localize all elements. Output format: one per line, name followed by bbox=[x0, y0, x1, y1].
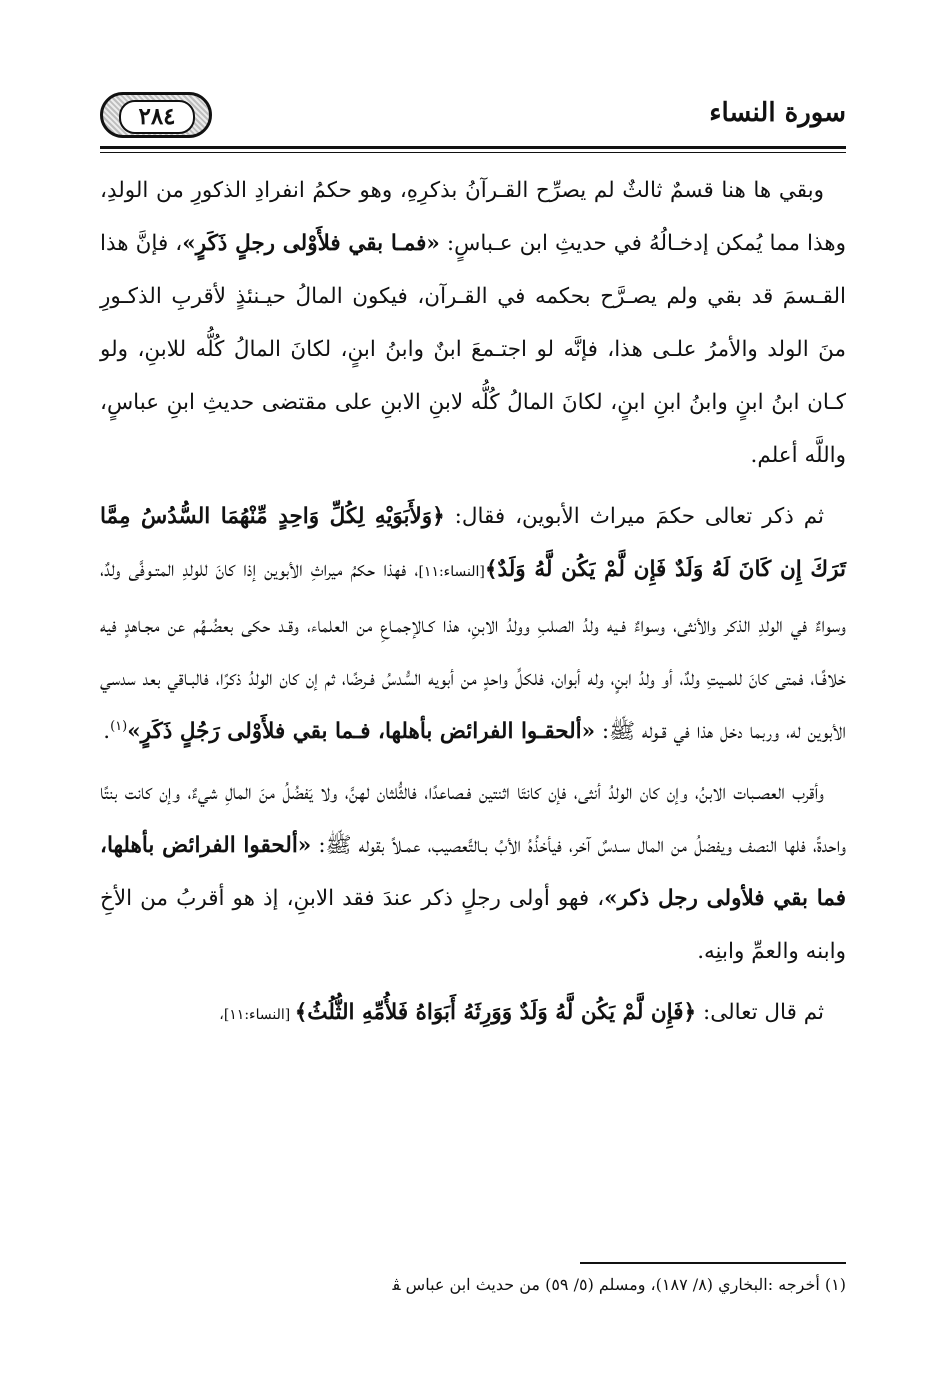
body-text bbox=[100, 164, 846, 1042]
header-rule bbox=[100, 146, 846, 149]
quote-run: «ألحقوا الفرائض بأهلها، فما بقي فلأولى رجل ذكر» bbox=[100, 833, 846, 911]
paragraph bbox=[100, 766, 846, 978]
quote-run: «ألحقـوا الفرائض بأهلها، فـما بقي فلأَوْلى رَجُلٍ ذَكَرٍ» bbox=[127, 719, 596, 744]
footnote-rule bbox=[580, 1262, 846, 1264]
page-number-badge bbox=[100, 92, 212, 138]
page-number: ٢٨٤ bbox=[119, 100, 195, 134]
footnote-marker: (١) bbox=[110, 718, 128, 734]
quote-run: ﴿فَإِن لَّمْ يَكُن لَّهُ وَلَدٌ وَوَرِثَهُ أَبَوَاهُ فَلأُمِّهِ الثُّلُثُ﴾ bbox=[294, 1000, 697, 1025]
verse-reference: [النساء:١١]، bbox=[219, 1007, 295, 1023]
text-run: وأقرب العصـبات الابنُ، وإن كان الولدُ أنثى، فإن كانتَا اثنتين فـصاعدًا، فالثُّلثان لهنَّ، ولا يَفضُلُ منَ المالِ شيءٌ، وإن كانت بنتًا واحدةً، فلها النصف ويفضلُ من المال سـدسٌ آخر، فيأخذُهُ الأبُ بـالتَّعصيب، عمـلاً بقوله ﷺ: bbox=[100, 780, 847, 858]
surah-title: سورة النساء bbox=[709, 98, 846, 128]
text-run: وبقي ها هنا قسمٌ ثالثٌ لم يصرِّح القـرآنُ بذكرِهِ، وهو حكمُ انفرادِ الذكورِ من الولدِ، وهذا مما يُمكن إدخـالُهُ في حديثِ ابن عـباسٍ: bbox=[100, 178, 847, 256]
paragraph bbox=[100, 986, 846, 1042]
text-run: ثم ذكر تعالى حكمَ ميراث الأبوين، فقال: bbox=[444, 504, 824, 529]
footnote: (١) أخرجه :البخاري (٨/ ١٨٧)، ومسلم (٥/ ٥٩) من حديث ابن عباس ﭭ bbox=[392, 1275, 846, 1294]
page-header bbox=[100, 92, 846, 144]
paragraph bbox=[100, 164, 846, 482]
text-run: ثم قال تعالى: bbox=[696, 1000, 824, 1025]
text-run: . bbox=[103, 719, 111, 744]
quote-run: «فمـا بقي فلأَوْلى رجلٍ ذَكَرٍ» bbox=[182, 231, 440, 256]
paragraph bbox=[100, 490, 846, 758]
text-run: ، فهذا حكمُ ميراثِ الأبوين إذا كانَ للولدِ المتـوفَّى ولدٌ، وسواءٌ في الولدِ الذكر والأنثى، وسواءٌ فـيه ولدُ الصلبِ وولدُ الابنِ، هذا كـالإجمـاعِ من العلماء، وقـد حكى بعضُـهُم عن مجـاهدٍ فيه خلافًـا، فمتى كانَ للمـيتِ ولدٌ، أو ولدُ ابنٍ، وله أبوان، فلكلِّ واحدٍ من أبويه السُّدسُ فـرضًا، ثم إن كان الولدُ ذكرًا، فالبـاقي بعد سدسي الأبوين له، وربما دخل هذا في قـوله ﷺ: bbox=[100, 557, 846, 744]
text-run: ، فهو أولى رجلٍ ذكر عندَ فقد الابنِ، إذ هو أقربُ من الأخِ وابنه والعمِّ وابنِه. bbox=[100, 886, 846, 964]
quote-run: ﴿وَلأَبَوَيْهِ لِكُلِّ وَاحِدٍ مِّنْهُمَا السُّدُسُ مِمَّا تَرَكَ إِن كَانَ لَهُ وَلَدٌ فَإِن لَّمْ يَكُن لَّهُ وَلَدٌ﴾ bbox=[100, 504, 846, 582]
verse-reference: [النساء:١١] bbox=[418, 564, 485, 580]
header-rule-thin bbox=[100, 152, 846, 153]
text-run: ، فإنَّ هذا القـسمَ قد بقي ولم يصـرَّح بحكمه في القـرآن، فيكون المالُ حيـنئذٍ لأقربِ الذكـورِ منَ الولد والأمرُ علـى هذا، فإنَّه لو اجتـمعَ ابنٌ وابنُ ابنٍ، لكانَ المالُ كُلُّه للابنِ، ولو كـان ابنُ ابنٍ وابنُ ابنِ ابنٍ، لكانَ المالُ كُلُّه لابنِ الابنِ على مقتضى حديثِ ابنِ عباسٍ، واللَّه أعلم. bbox=[100, 231, 846, 468]
